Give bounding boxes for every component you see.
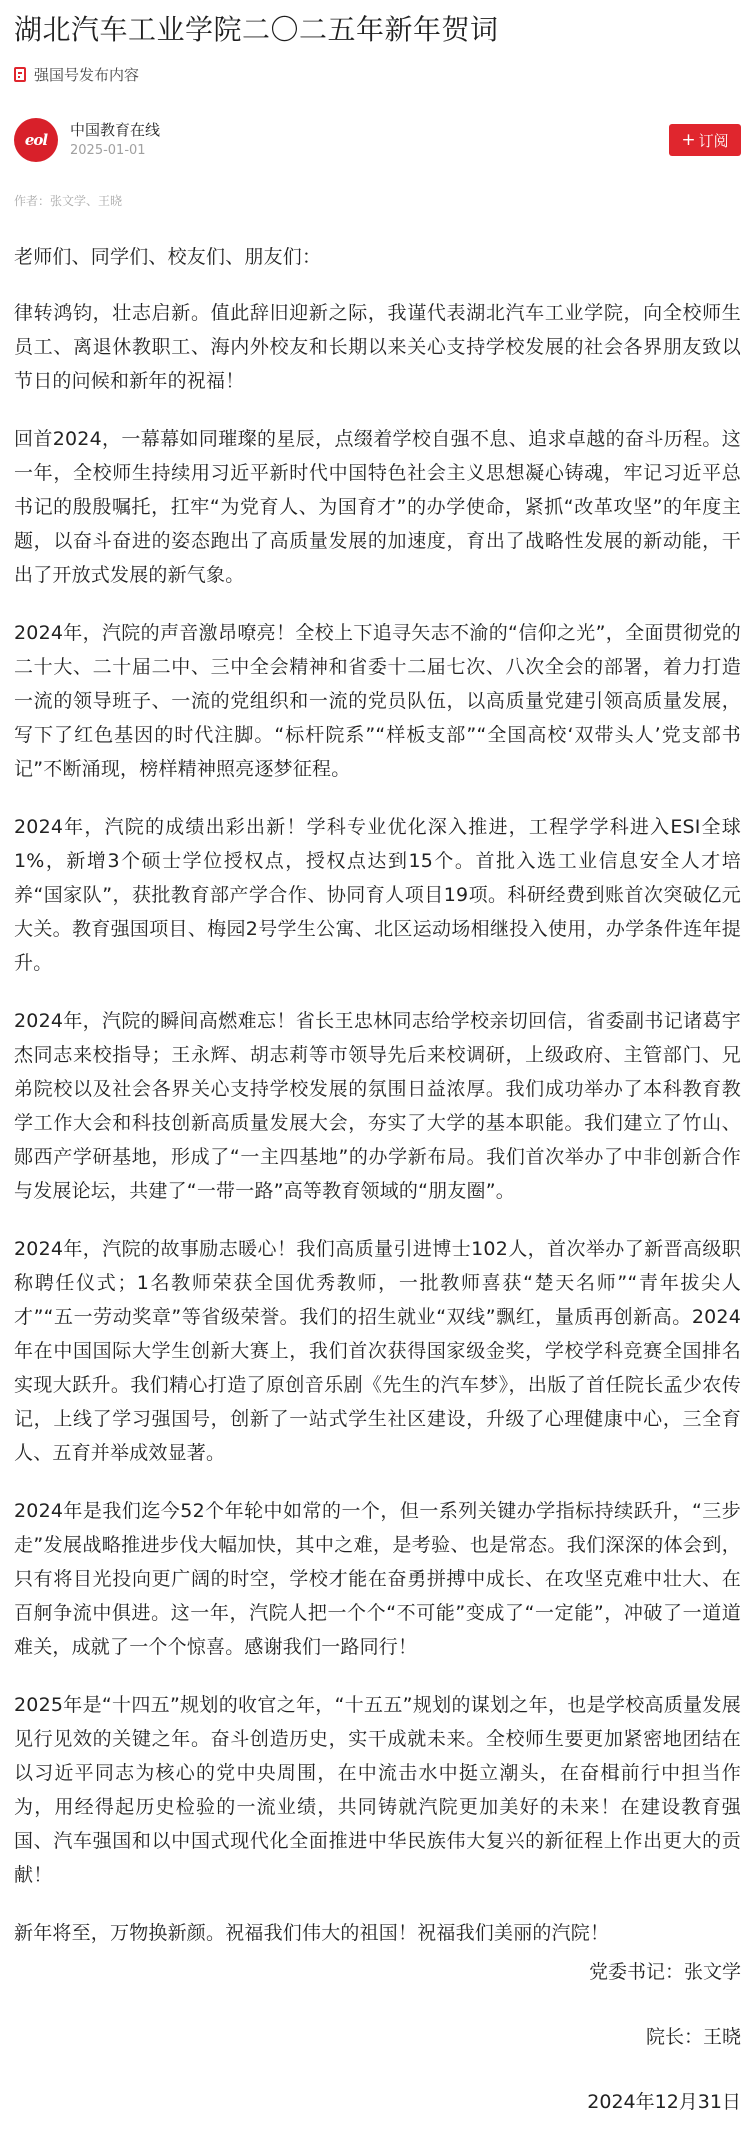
source-line [14,64,139,85]
article-authors: 作者：张文学、王晓 [14,194,123,208]
body-paragraph: 回首2024，一幕幕如同璀璨的星辰，点缀着学校自强不息、追求卓越的奋斗历程。这一年，全校师生持续用习近平新时代中国特色社会主义思想凝心铸魂，牢记习近平总书记的殷殷嘱托，扛牢“为党育人、为国育才”的办学使命，紧抓“改革攻坚”的年度主题，以奋斗奋进的姿态跑出了高质量发展的加速度，育出了战略性发展的新动能，干出了开放式发展的新气象。 [14,428,741,586]
publisher-avatar[interactable]: eol [14,118,58,162]
plus-icon: + [681,129,696,150]
body-paragraph: 2024年，汽院的成绩出彩出新！学科专业优化深入推进，工程学学科进入ESI全球1%，新增3个硕士学位授权点，授权点达到15个。首批入选工业信息安全人才培养“国家队”，获批教育部产学合作、协同育人项目19项。科研经费到账首次突破亿元大关。教育强国项目、梅园2号学生公寓、北区运动场相继投入使用，办学条件连年提升。 [14,816,741,974]
subscribe-label: 订阅 [698,131,729,150]
body-paragraph: 律转鸿钧，壮志启新。值此辞旧迎新之际，我谨代表湖北汽车工业学院，向全校师生员工、离退休教职工、海内外校友和长期以来关心支持学校发展的社会各界朋友致以节日的问候和新年的祝福！ [14,302,741,392]
publisher-bar [14,116,741,164]
signature-president: 院长：王晓 [645,2026,741,2048]
signature-secretary: 党委书记：张文学 [588,1961,741,1983]
signature-date: 2024年12月31日 [587,2091,741,2113]
greeting: 老师们、同学们、校友们、朋友们： [14,246,322,268]
body-paragraph: 2024年是我们迄今52个年轮中如常的一个，但一系列关键办学指标持续跃升，“三步走”发展战略推进步伐大幅加快，其中之难，是考验、也是常态。我们深深的体会到，只有将目光投向更广阔的时空，学校才能在奋勇拼搏中成长、在攻坚克难中壮大、在百舸争流中俱进。这一年，汽院人把一个个“不可能”变成了“一定能”，冲破了一道道难关，成就了一个个惊喜。感谢我们一路同行！ [14,1500,741,1658]
body-paragraph: 新年将至，万物换新颜。祝福我们伟大的祖国！祝福我们美丽的汽院！ [14,1922,610,1944]
subscribe-button[interactable] [669,124,741,156]
publish-date: 2025-01-01 [70,143,146,158]
body-paragraph: 2024年，汽院的瞬间高燃难忘！省长王忠林同志给学校亲切回信，省委副书记诸葛宇杰同志来校指导；王永辉、胡志莉等市领导先后来校调研，上级政府、主管部门、兄弟院校以及社会各界关心支持学校发展的氛围日益浓厚。我们成功举办了本科教育教学工作大会和科技创新高质量发展大会，夯实了大学的基本职能。我们建立了竹山、郧西产学研基地，形成了“一主四基地”的办学新布局。我们首次举办了中非创新合作与发展论坛，共建了“一带一路”高等教育领域的“朋友圈”。 [14,1010,741,1202]
publisher-meta [70,120,160,160]
body-paragraph: 2025年是“十四五”规划的收官之年，“十五五”规划的谋划之年，也是学校高质量发展见行见效的关键之年。奋斗创造历史，实干成就未来。全校师生要更加紧密地团结在以习近平同志为核心的党中央周围，在中流击水中挺立潮头，在奋楫前行中担当作为，用经得起历史检验的一流业绩，共同铸就汽院更加美好的未来！在建设教育强国、汽车强国和以中国式现代化全面推进中华民族伟大复兴的新征程上作出更大的贡献！ [14,1694,741,1886]
article-title: 湖北汽车工业学院二〇二五年新年贺词 [14,13,499,46]
source-label: 强国号发布内容 [34,66,140,84]
document-icon [14,67,26,82]
article-body [14,240,741,1974]
publisher-name[interactable]: 中国教育在线 [70,121,161,139]
body-paragraph: 2024年，汽院的故事励志暖心！我们高质量引进博士102人，首次举办了新晋高级职称聘任仪式；1名教师荣获全国优秀教师，一批教师喜获“楚天名师”“青年拔尖人才”“五一劳动奖章”等省级荣誉。我们的招生就业“双线”飘红，量质再创新高。2024年在中国国际大学生创新大赛上，我们首次获得国家级金奖，学校学科竞赛全国排名实现大跃升。我们精心打造了原创音乐剧《先生的汽车梦》，出版了首任院长孟少农传记，上线了学习强国号，创新了一站式学生社区建设，升级了心理健康中心，三全育人、五育并举成效显著。 [14,1238,741,1464]
body-paragraph: 2024年，汽院的声音激昂嘹亮！全校上下追寻矢志不渝的“信仰之光”，全面贯彻党的二十大、二十届二中、三中全会精神和省委十二届七次、八次全会的部署，着力打造一流的领导班子、一流的党组织和一流的党员队伍，以高质量党建引领高质量发展，写下了红色基因的时代注脚。“标杆院系”“样板支部”“全国高校‘双带头人’党支部书记”不断涌现，榜样精神照亮逐梦征程。 [14,622,741,780]
